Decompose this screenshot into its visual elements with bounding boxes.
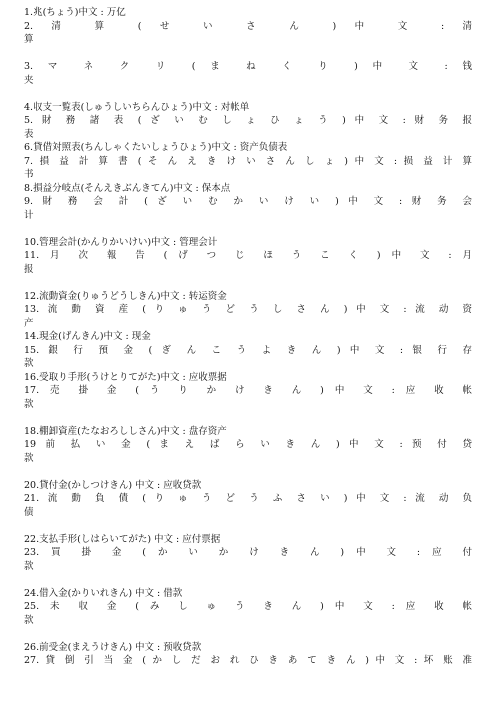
entry-text: 4.収支一覧表(しゅうしいちらんひょう)中文 : 对帐单 [24,101,250,113]
entry-text: 13. 流 動 資 産 ( り ゅ う ど う し さ ん ) 中 文 : 流 动 资 [24,304,472,315]
entry-text: 1.兆(ちょう)中文 : 万亿 [24,7,126,18]
glossary-entry [24,101,472,115]
glossary-entry [24,654,472,668]
entry-text: 21. 流 動 負 債 ( り ゅ う ど う ふ さ い ) 中 文 : 流 动 负 [24,493,472,504]
blank-line [24,519,472,533]
entry-text: 7. 損 益 計 算 書 ( そ ん え き け い さ ん し ょ ) 中 文 : 损 益 计 算 [24,155,472,167]
entry-text: 5. 財 務 諸 表 ( ざ い む し ょ ひ ょ う ) 中 文 : 财 务 报 [24,115,472,126]
glossary-entry [24,249,472,276]
glossary-entry [24,303,472,330]
entry-text: 10.管理会計(かんりかいけい)中文 : 管理会计 [24,236,218,248]
entry-text: 24.借入金(かりいれきん) 中文 : 借款 [24,587,183,599]
glossary-entry [24,587,472,601]
blank-line [24,87,472,101]
glossary-entry [24,60,472,87]
entry-continuation: 夹 [24,74,34,86]
entry-text: 3. マ ネ ク リ ( ま ね く り ) 中 文 : 钱 [24,61,472,72]
entry-continuation: 款 [24,358,34,369]
glossary-entry [24,330,472,344]
entry-text: 15. 銀 行 預 金 ( ぎ ん こ う よ き ん ) 中 文 : 银 行 存 [24,344,472,356]
entry-continuation: 表 [24,128,34,140]
glossary-entry [24,6,472,20]
entry-continuation: 款 [24,452,34,464]
glossary-entry [24,533,472,547]
entry-text: 6.貸借対照表(ちんしゃくたいしょうひょう)中文 : 资产负债表 [24,142,288,153]
glossary-entry [24,492,472,519]
entry-continuation: 计 [24,209,34,221]
glossary-entry [24,479,472,493]
entry-text: 25. 未 収 金 ( み し ゅ う き ん ) 中 文 : 应 收 帐 [24,601,472,612]
glossary-entry [24,546,472,573]
glossary-entry [24,182,472,196]
entry-text: 17. 売 掛 金 ( う り か け き ん ) 中 文 : 应 收 帐 [24,385,472,396]
blank-line [24,47,472,61]
document-page [24,6,472,668]
entry-continuation: 款 [24,398,34,410]
entry-text: 12.流動資金(りゅうどうしきん)中文 : 转运资金 [24,290,227,302]
blank-line [24,465,472,479]
blank-line [24,222,472,236]
entry-text: 26.前受金(まえうけきん) 中文 : 预收贷款 [24,641,202,653]
entry-continuation: 款 [24,560,34,572]
glossary-entry [24,344,472,371]
glossary-entry [24,371,472,385]
glossary-entry [24,195,472,222]
glossary-entry [24,20,472,47]
entry-text: 16.受取り手形(うけとりてがた)中文 : 应收票据 [24,371,227,383]
glossary-entry [24,155,472,182]
blank-line [24,411,472,425]
glossary-entry [24,236,472,250]
entry-text: 20.貸付金(かしつけきん) 中文 : 应收贷款 [24,479,202,491]
entry-text: 18.棚卸資産(たなおろししさん)中文 : 盘存资产 [24,425,227,437]
glossary-entry [24,425,472,439]
entry-continuation: 产 [24,317,34,329]
glossary-entry [24,641,472,655]
blank-line [24,573,472,587]
entry-continuation: 债 [24,506,34,518]
glossary-entry [24,141,472,155]
entry-text: 9. 財 務 会 計 ( ざ い む か い け い ) 中 文 : 财 务 会 [24,196,472,207]
entry-continuation: 报 [24,263,34,275]
glossary-entry [24,290,472,304]
entry-text: 23. 買 掛 金 ( か い か け き ん ) 中 文 : 应 付 [24,547,472,558]
glossary-entry [24,114,472,141]
entry-text: 22.支払手形(しはらいてがた) 中文 : 应付票据 [24,533,221,545]
glossary-entry [24,600,472,627]
entry-text: 19 前 払 い 金 ( ま え ば ら い き ん ) 中 文 : 预 付 贷 [24,439,472,450]
entry-continuation: 书 [24,169,34,180]
entry-text: 11. 月 次 報 告 ( げ つ じ ほ う こ く ) 中 文 : 月 [24,250,472,261]
entry-text: 27. 貸 倒 引 当 金 ( か し だ お れ ひ き あ て き ん ) 中 文 : 坏 账 准 [24,655,472,666]
glossary-entry [24,438,472,465]
entry-text: 14.現金(げんきん)中文 : 现金 [24,331,151,342]
entry-continuation: 算 [24,34,34,45]
blank-line [24,276,472,290]
entry-text: 2. 清 算 ( せ い さ ん ) 中 文 : 清 [24,20,472,32]
entry-text: 8.損益分岐点(そんえきぶんきてん)中文 : 保本点 [24,182,231,194]
glossary-entry [24,384,472,411]
blank-line [24,627,472,641]
entry-continuation: 款 [24,614,34,626]
